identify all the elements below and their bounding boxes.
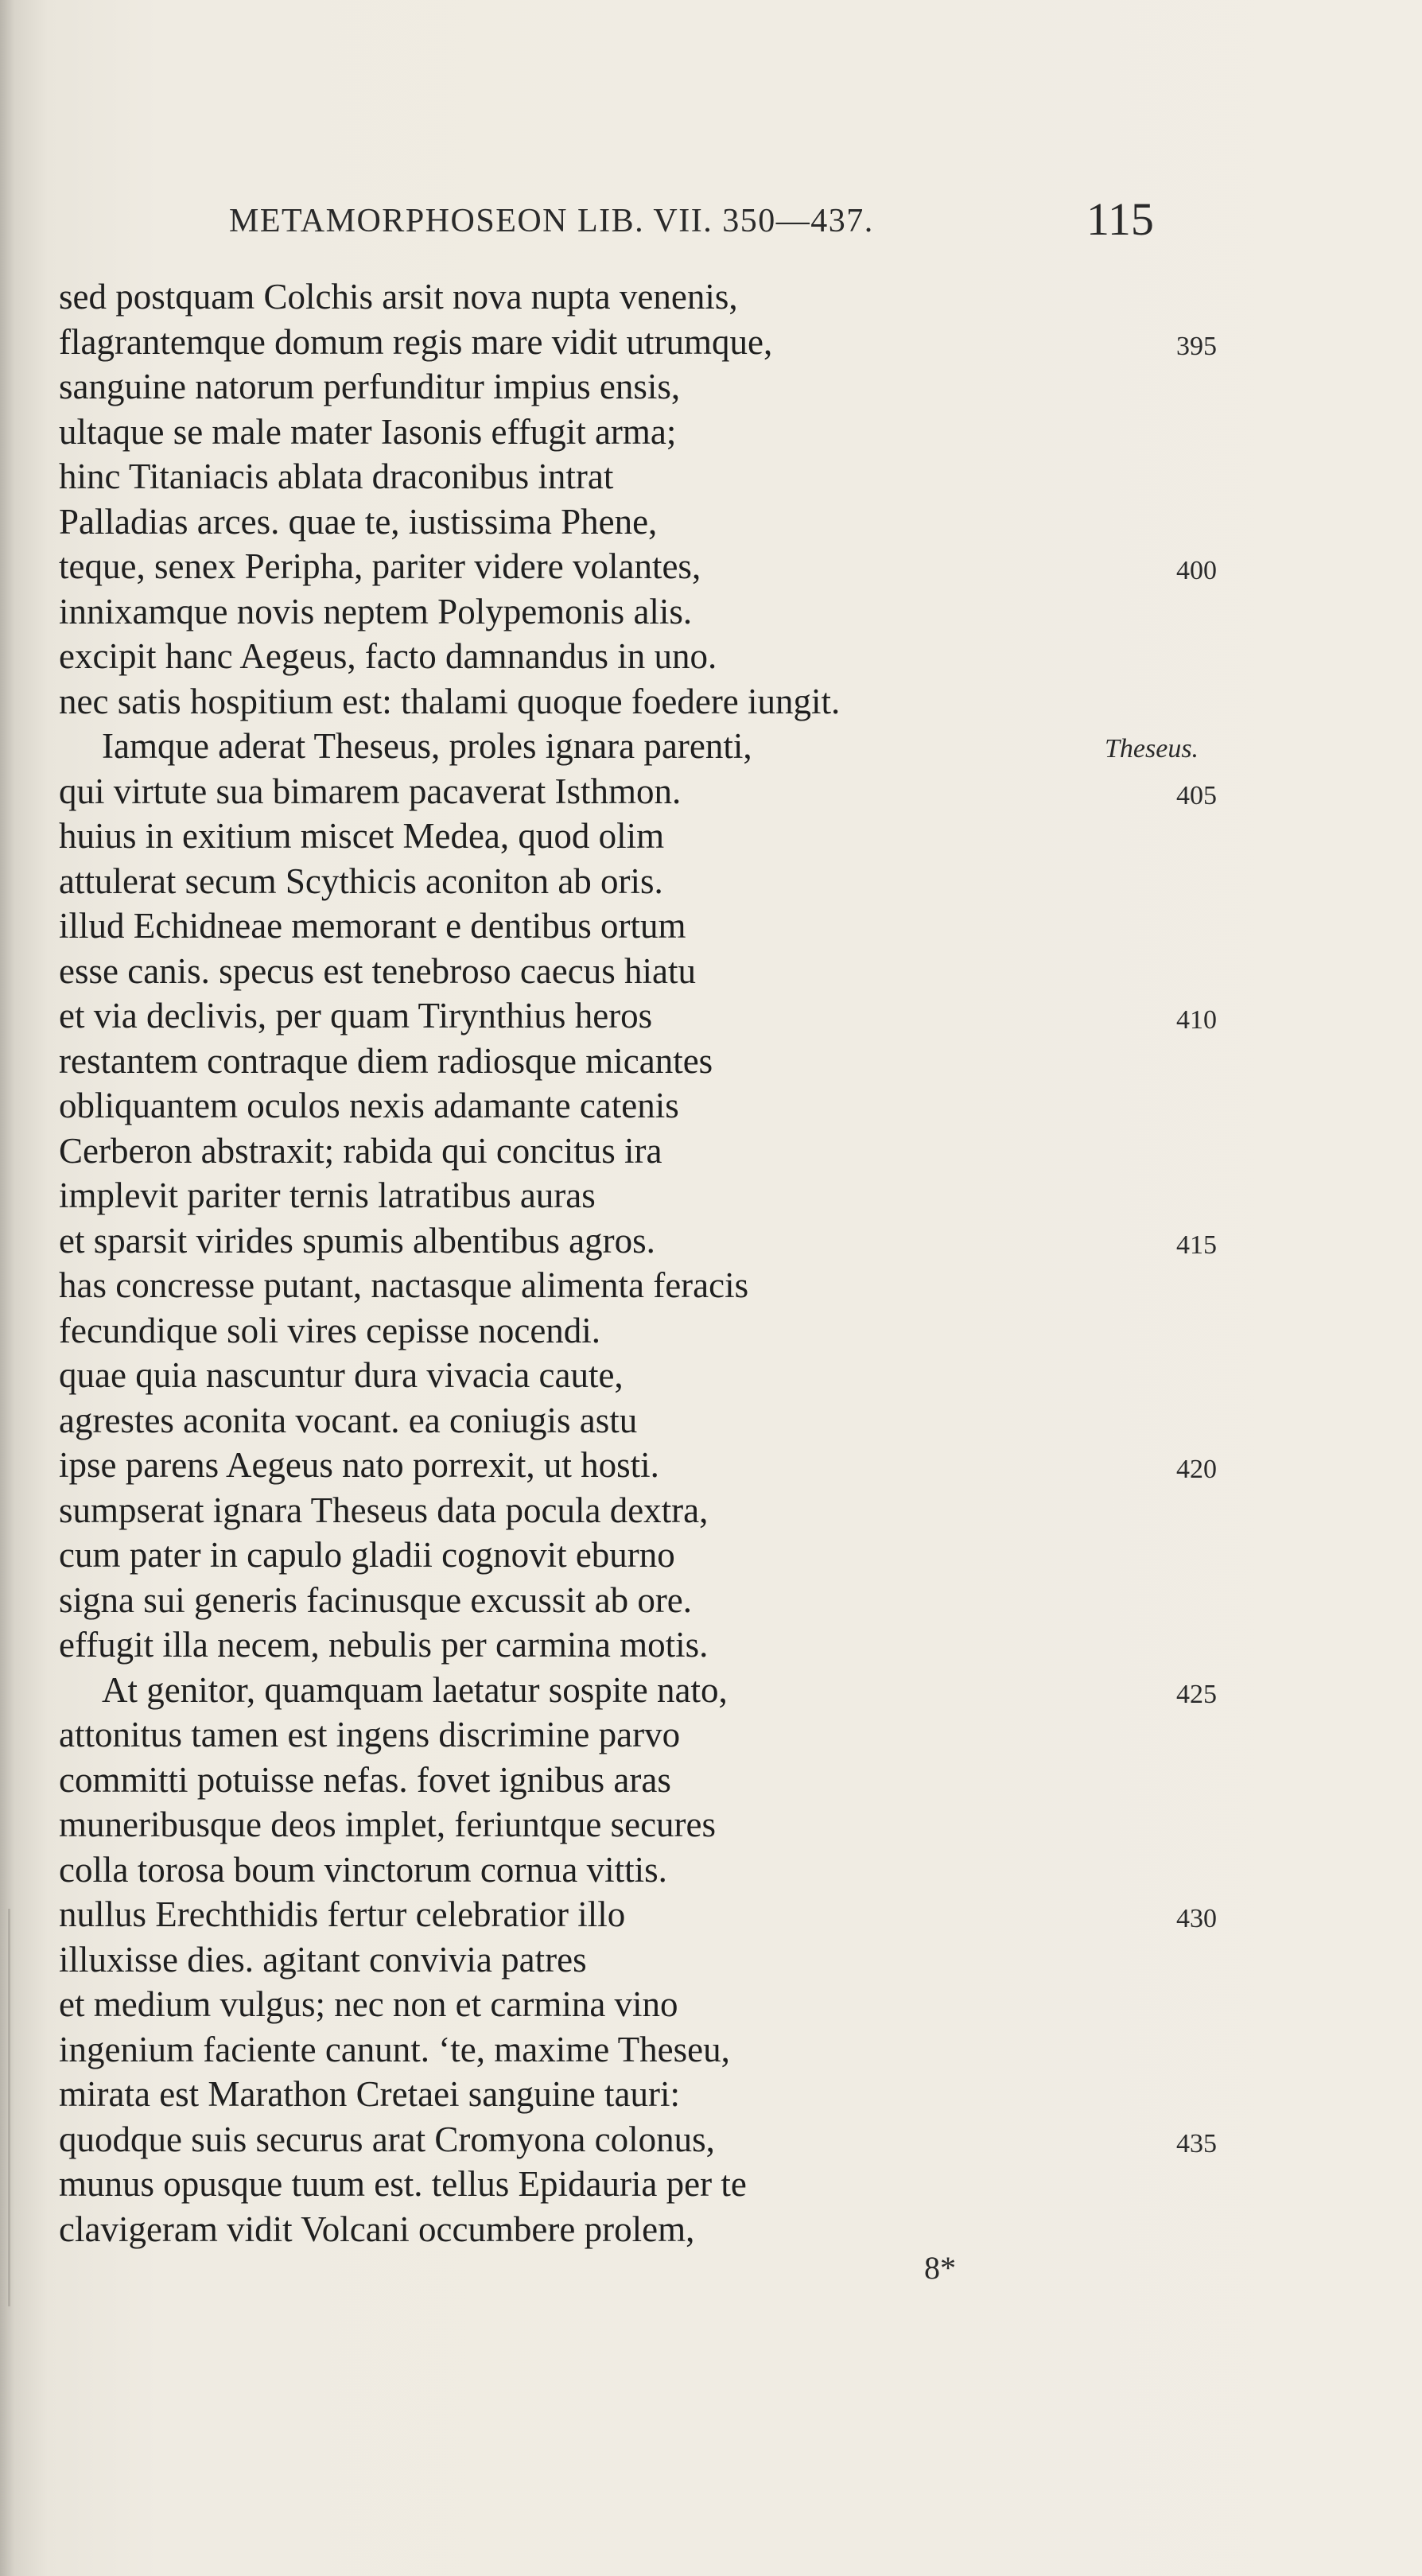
verse-text: attonitus tamen est ingens discrimine parvo <box>59 1715 681 1754</box>
line-number: 435 <box>1176 2128 1217 2158</box>
line-number: 400 <box>1176 556 1217 585</box>
verse-line <box>59 1622 1236 1668</box>
verse-text: obliquantem oculos nexis adamante catenis <box>59 1086 679 1125</box>
verse-line <box>59 1173 1236 1218</box>
verse-line <box>59 724 1236 769</box>
verse-line <box>59 1129 1236 1174</box>
verse-line <box>59 1263 1236 1308</box>
verse-text: illuxisse dies. agitant convivia patres <box>59 1939 587 1980</box>
verse-line <box>59 410 1236 455</box>
running-title: METAMORPHOSEON LIB. VII. 350—437. <box>229 203 874 239</box>
verse-text: esse canis. specus est tenebroso caecus hiatu <box>59 950 696 991</box>
verse-line <box>59 1892 1236 1937</box>
verse-line <box>59 589 1236 635</box>
verse-text-block <box>59 274 1236 2252</box>
verse-line <box>59 274 1236 320</box>
verse-line <box>59 1937 1236 1983</box>
verse-line <box>59 903 1236 949</box>
verse-line <box>59 814 1236 859</box>
verse-line <box>59 1353 1236 1398</box>
verse-text: Cerberon abstraxit; rabida qui concitus ira <box>59 1130 662 1171</box>
verse-text: Iamque aderat Theseus, proles ignara parenti, <box>102 726 752 766</box>
verse-line <box>59 2027 1236 2073</box>
verse-line <box>59 364 1236 410</box>
verse-text: innixamque novis neptem Polypemonis alis. <box>59 591 693 631</box>
verse-line <box>59 769 1236 814</box>
verse-text: At genitor, quamquam laetatur sospite nato, <box>102 1669 728 1710</box>
line-number: 410 <box>1176 1005 1217 1035</box>
verse-text: nullus Erechthidis fertur celebratior illo <box>59 1894 626 1934</box>
verse-line <box>59 1398 1236 1443</box>
verse-text: hinc Titaniacis ablata draconibus intrat <box>59 457 614 496</box>
verse-line <box>59 679 1236 725</box>
signature-mark: 8* <box>924 2250 956 2286</box>
verse-text: restantem contraque diem radiosque micantes <box>59 1040 713 1081</box>
verse-text: colla torosa boum vinctorum cornua vittis. <box>59 1849 667 1890</box>
verse-line <box>59 1982 1236 2027</box>
verse-line <box>59 454 1236 499</box>
verse-text: ipse parens Aegeus nato porrexit, ut hosti. <box>59 1445 659 1485</box>
verse-text: quodque suis securus arat Cromyona colonus, <box>59 2119 715 2159</box>
verse-text: agrestes aconita vocant. ea coniugis astu <box>59 1400 638 1440</box>
verse-text: sanguine natorum perfunditur impius ensis, <box>59 367 681 406</box>
verse-text: et via declivis, per quam Tirynthius heros <box>59 996 653 1035</box>
verse-text: et medium vulgus; nec non et carmina vino <box>59 1984 678 2024</box>
page-header <box>0 191 1422 247</box>
verse-line <box>59 1533 1236 1578</box>
verse-text: cum pater in capulo gladii cognovit eburno <box>59 1535 675 1575</box>
verse-line <box>59 1578 1236 1623</box>
verse-line <box>59 1758 1236 1803</box>
verse-text: sumpserat ignara Theseus data pocula dextra, <box>59 1490 709 1530</box>
verse-line <box>59 1308 1236 1354</box>
verse-line <box>59 1802 1236 1847</box>
verse-line <box>59 634 1236 679</box>
verse-line <box>59 2207 1236 2252</box>
verse-text: signa sui generis facinusque excussit ab ore. <box>59 1579 693 1620</box>
verse-text: mirata est Marathon Cretaei sanguine tauri: <box>59 2074 680 2114</box>
verse-line <box>59 993 1236 1039</box>
line-number: 405 <box>1176 780 1217 810</box>
verse-line <box>59 2117 1236 2162</box>
verse-line <box>59 1083 1236 1129</box>
verse-line <box>59 1039 1236 1084</box>
verse-line <box>59 544 1236 589</box>
verse-line <box>59 1443 1236 1488</box>
line-number: 430 <box>1176 1904 1217 1933</box>
verse-text: nec satis hospitium est: thalami quoque foedere iungit. <box>59 681 841 721</box>
verse-text: huius in exitium miscet Medea, quod olim <box>59 816 665 856</box>
verse-line <box>59 2162 1236 2207</box>
verse-line <box>59 2072 1236 2117</box>
verse-line <box>59 1218 1236 1264</box>
line-number: 420 <box>1176 1455 1217 1484</box>
verse-text: ultaque se male mater Iasonis effugit arma; <box>59 411 677 452</box>
verse-text: effugit illa necem, nebulis per carmina motis. <box>59 1625 709 1665</box>
verse-text: fecundique soli vires cepisse nocendi. <box>59 1310 601 1350</box>
verse-text: muneribusque deos implet, feriuntque secures <box>59 1805 717 1844</box>
verse-text: committi potuisse nefas. fovet ignibus aras <box>59 1759 671 1800</box>
verse-text: sed postquam Colchis arsit nova nupta venenis, <box>59 277 738 317</box>
verse-line <box>59 499 1236 545</box>
verse-text: munus opusque tuum est. tellus Epidauria per te <box>59 2164 747 2204</box>
verse-text: flagrantemque domum regis mare vidit utrumque, <box>59 321 773 362</box>
verse-line <box>59 1668 1236 1713</box>
verse-text: excipit hanc Aegeus, facto damnandus in uno. <box>59 636 717 676</box>
verse-text: clavigeram vidit Volcani occumbere prolem, <box>59 2209 695 2249</box>
verse-line <box>59 320 1236 365</box>
marginal-note: Theseus. <box>1105 734 1199 763</box>
verse-text: qui virtute sua bimarem pacaverat Isthmon. <box>59 771 682 811</box>
verse-text: teque, senex Peripha, pariter videre volantes, <box>59 546 701 586</box>
verse-text: et sparsit virides spumis albentibus agros. <box>59 1220 655 1261</box>
verse-text: Palladias arces. quae te, iustissima Phene, <box>59 501 658 542</box>
verse-text: attulerat secum Scythicis aconiton ab oris. <box>59 861 663 901</box>
line-number: 415 <box>1176 1230 1217 1260</box>
verse-line <box>59 1712 1236 1758</box>
verse-text: implevit pariter ternis latratibus auras <box>59 1175 596 1215</box>
verse-text: ingenium faciente canunt. ‘te, maxime Theseu, <box>59 2029 730 2069</box>
verse-line <box>59 1488 1236 1533</box>
verse-line <box>59 859 1236 904</box>
line-number: 425 <box>1176 1679 1217 1709</box>
verse-line <box>59 1847 1236 1893</box>
verse-line <box>59 949 1236 994</box>
verse-text: illud Echidneae memorant e dentibus ortum <box>59 906 686 946</box>
line-number: 395 <box>1176 331 1217 361</box>
page-number: 115 <box>1086 193 1154 245</box>
verse-text: has concresse putant, nactasque alimenta feracis <box>59 1265 749 1305</box>
verse-text: quae quia nascuntur dura vivacia caute, <box>59 1355 624 1395</box>
binding-shadow <box>8 1909 10 2306</box>
